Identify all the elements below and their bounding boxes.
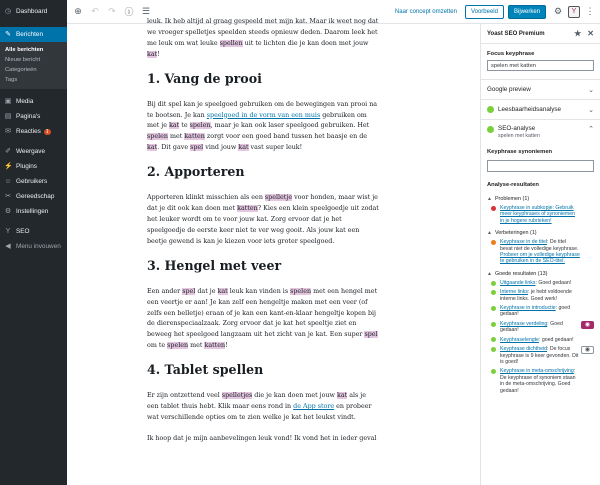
result-link[interactable]: Uitgaande links [500, 279, 536, 286]
dashboard-icon: ◷ [4, 7, 12, 15]
sidebar-item-label: Dashboard [16, 8, 48, 15]
problems-toggle[interactable] [481, 196, 600, 202]
status-dot-green [491, 347, 496, 352]
keyphrase-highlight: spelletje [264, 194, 293, 202]
good-results-list [481, 280, 600, 394]
inline-link[interactable]: de App store [293, 403, 335, 411]
keyphrase-highlight: spelen [189, 122, 211, 130]
panel-title: Yoast SEO Premium [487, 30, 545, 37]
text: ! [225, 342, 228, 350]
sidebar-item-seo[interactable] [0, 224, 67, 239]
editor-canvas [67, 18, 480, 485]
keyphrase-highlight: spel [190, 144, 204, 152]
result-link[interactable]: Keyphrase in meta-omschrijving [500, 368, 574, 375]
status-dot-green [491, 281, 496, 286]
heading-apporteren[interactable]: 2. Apporteren [147, 164, 245, 180]
text: ? Kies een klein speelgoedje uit zodat het leuker wordt om te voor jouw kat. Zorg ervoor dat je het speelgoedje de eerste keer niet te ver weg gooit. Als jouw kat een beetje gewend is kan je kiezen voor iets groter speelgoed. [147, 205, 379, 245]
readability-toggle[interactable] [481, 99, 600, 119]
text: speelden steeds opnieuw deden. Daarom leek het me leuk om wat leuke [147, 28, 378, 47]
sidebar-item-media[interactable] [0, 94, 67, 109]
results-label: Analyse-resultaten [487, 182, 539, 188]
focus-keyphrase-input[interactable]: spelen met katten [487, 60, 594, 71]
sidebar-item-tools[interactable] [0, 189, 67, 204]
result-message: : De titel bevat niet de volledige keyphrase. [500, 239, 579, 252]
gear-icon[interactable]: ⚙ [553, 6, 563, 16]
text: vast super leuk! [248, 144, 303, 152]
preview-button[interactable]: Voorbeeld [465, 5, 504, 19]
paragraph-5[interactable]: Ik hoop dat je mijn aanbevelingen leuk vond! Ik vond het in ieder geval [147, 434, 377, 442]
keyphrase-highlight: kat [238, 144, 249, 152]
admin-sidebar [0, 0, 67, 485]
sidebar-item-label: Menu invouwen [16, 243, 61, 250]
status-dot-green [491, 337, 496, 342]
result-link[interactable]: Probeer om je volledige keyphrase te gebruiken in de SEO-titel. [500, 252, 580, 265]
add-block-icon[interactable]: ⊕ [74, 6, 82, 16]
sidebar-item-label: Reacties [16, 128, 41, 135]
switch-to-draft-link[interactable]: Naar concept omzetten [394, 8, 457, 15]
yoast-panel [480, 24, 600, 485]
sidebar-item-label: Pagina's [16, 113, 41, 120]
sidebar-item-label: Gebruikers [16, 178, 48, 185]
close-icon[interactable]: ✕ [587, 29, 594, 38]
text: voor honden, maar wist je dat je dit ook kan doen met [147, 194, 378, 213]
caret-up-icon: ▲ [487, 230, 492, 237]
result-link[interactable]: Keyphrase in introductie [500, 305, 556, 312]
text: leuk. Ik heb altijd al graag gespeeld met mijn kat. Maar ik weet nog dat we vroeger [147, 18, 379, 36]
good-results-toggle[interactable] [481, 271, 600, 277]
text: uit te lichten die je kan doen met jouw [244, 39, 369, 47]
text: met [188, 342, 205, 350]
group-label: Verbeteringen (1) [494, 230, 537, 237]
block-navigation-icon[interactable]: ☰ [141, 6, 151, 16]
keyphrase-highlight: spel [182, 287, 196, 295]
submenu-tags[interactable]: Tags [5, 77, 18, 83]
paragraph-1[interactable] [147, 100, 379, 155]
result-item [481, 280, 600, 286]
settings-icon: ⚙ [4, 207, 12, 215]
result-text [500, 289, 580, 302]
synonyms-input[interactable] [487, 160, 594, 172]
pages-icon: ▤ [4, 112, 12, 120]
google-preview-label: Google preview [487, 86, 531, 93]
keyphrase-highlight: katten [184, 133, 205, 141]
sidebar-item-settings[interactable] [0, 204, 67, 219]
sidebar-item-berichten[interactable] [0, 27, 67, 42]
result-text [500, 368, 580, 394]
chevron-down-icon: ⌄ [588, 86, 594, 94]
yoast-toolbar-icon[interactable]: Y [568, 6, 580, 18]
info-icon[interactable]: ⓘ [124, 7, 134, 17]
submenu-all-posts[interactable]: Alle berichten [5, 47, 44, 53]
text: gebruiken om met je [147, 111, 367, 130]
sidebar-item-users[interactable] [0, 174, 67, 189]
result-message: : Goed gedaan! [535, 279, 572, 286]
text: , maar je kan ook laser speelgoed gebruiken. Het [210, 122, 370, 130]
sidebar-item-label: Plugins [16, 163, 37, 170]
redo-icon[interactable]: ↷ [108, 6, 116, 16]
sidebar-collapse-menu[interactable] [0, 239, 67, 254]
text: om te [147, 342, 168, 350]
result-message: : je hebt voldoende interne links. Goed werk! [500, 289, 572, 302]
caret-up-icon: ▲ [487, 196, 492, 202]
synonyms-label: Keyphrase synoniemen [487, 149, 553, 155]
text: Een ander [147, 287, 183, 295]
paragraph-2[interactable] [147, 193, 379, 248]
text: . Dit gave [157, 144, 191, 152]
text: als je een tablet thuis hebt. Klik maar eens rond in [147, 392, 366, 411]
result-item [481, 289, 600, 302]
result-item [481, 368, 600, 394]
keyphrase-highlight: spelen [167, 342, 189, 350]
result-link[interactable]: Keyphrase verdeling [500, 320, 548, 327]
comments-badge: 1 [45, 128, 49, 135]
result-text [500, 321, 580, 334]
text: ! [157, 50, 160, 58]
keyphrase-highlight: kat [169, 122, 180, 130]
posts-submenu [0, 42, 67, 89]
result-message: : De keyphrase of synoniem staan in de meta-omschrijving. Goed gedaan! [500, 368, 576, 394]
result-message: : goed gedaan! [500, 305, 571, 318]
result-text [500, 305, 580, 318]
result-message: : Goed gedaan! [500, 320, 563, 334]
sidebar-item-comments[interactable] [0, 124, 67, 139]
heading-vang-de-prooi[interactable]: 1. Vang de prooi [147, 70, 262, 86]
appearance-icon: ✐ [5, 147, 11, 155]
keyphrase-highlight: katten [204, 342, 226, 350]
result-link[interactable]: Keyphrase in subkopje [500, 205, 553, 211]
seo-analysis-label: SEO-analyse [498, 125, 536, 132]
plugins-icon: ⚡ [4, 162, 13, 170]
focus-keyphrase-label: Focus keyphrase [487, 51, 535, 57]
result-item [481, 321, 600, 334]
seo-analysis-keyphrase: spelen met katten [498, 133, 540, 139]
status-dot-green [491, 290, 496, 295]
sidebar-item-label: SEO [16, 228, 30, 235]
result-link[interactable]: Keyphrase in de titel [500, 239, 548, 246]
text: dat je [195, 287, 218, 295]
result-link[interactable]: Keyphrase dichtheid [500, 346, 548, 353]
media-icon: ▣ [4, 97, 12, 105]
text: te [179, 122, 190, 130]
seo-analysis-toggle[interactable] [481, 119, 600, 141]
result-link[interactable]: Keyphraselengte [500, 336, 539, 343]
submenu-new-post[interactable]: Nieuw bericht [5, 57, 41, 63]
keyphrase-highlight: kat [147, 50, 158, 58]
intro-paragraph[interactable] [147, 17, 379, 61]
tools-icon: ✂ [5, 192, 11, 200]
result-item [481, 239, 600, 265]
submenu-categories[interactable]: Categorieën [5, 67, 37, 73]
google-preview-toggle[interactable] [481, 79, 600, 99]
text: Bij dit spel kan je speelgoed gebruiken om de bewegingen van prooi na te bootsen. Je kan [147, 100, 378, 119]
sidebar-item-dashboard[interactable] [0, 4, 67, 19]
text: Apporteren klinkt misschien als een [147, 194, 265, 202]
status-dot-green [491, 369, 496, 374]
result-item [481, 205, 600, 224]
keyphrase-highlight: kat [147, 144, 158, 152]
inline-link[interactable]: speelgoed in de vorm van een muis [206, 111, 321, 119]
update-button[interactable]: Bijwerken [508, 5, 546, 19]
text: met een hengel met een veertje er aan! Je kan zelf een hengeltje maken met een veer (of zelfs een belletje) eraan of je kan een kant-en-klaar hengeltje kopen bij de dierenspeciaalzaak. Zorg ervoor dat je kat het speeltje ziet en beweeg het speelgoed langzaam uit het zicht van je kat. Een super [147, 287, 378, 339]
sidebar-item-label: Gereedschap [16, 193, 55, 200]
text: spelletjes [185, 28, 216, 36]
group-label: Problemen (1) [494, 196, 530, 202]
star-icon[interactable]: ★ [574, 29, 582, 38]
result-message: : De focus keyphrase is 9 keer gevonden. Dit is goed! [500, 346, 579, 365]
text: leuk kan vinden is [227, 287, 291, 295]
yoast-icon: Y [5, 227, 11, 235]
eye-icon[interactable]: ◉ [581, 321, 594, 329]
status-dot-red [491, 206, 496, 211]
result-text [500, 280, 580, 286]
text: zorgt voor een goed band tussen het baasje en de [204, 133, 368, 141]
sidebar-item-label: Instellingen [16, 208, 49, 215]
result-link[interactable]: Interne links [500, 289, 528, 296]
more-icon[interactable]: ⋮ [585, 6, 595, 16]
keyphrase-highlight: katten [237, 205, 258, 213]
heading-hengel-met-veer[interactable]: 3. Hengel met veer [147, 257, 282, 273]
smiley-good-icon [487, 126, 494, 133]
status-dot-orange [491, 240, 496, 245]
status-dot-green [491, 306, 496, 311]
chevron-up-icon: ⌃ [588, 126, 594, 133]
improvements-toggle[interactable] [481, 230, 600, 236]
keyphrase-highlight: spellen [219, 39, 243, 47]
caret-up-icon: ▲ [487, 270, 492, 277]
panel-header [481, 24, 600, 44]
keyphrase-highlight: kat [217, 287, 228, 295]
result-item [481, 337, 600, 343]
result-text [500, 239, 580, 265]
keyphrase-highlight: spelen [147, 133, 168, 141]
result-text [500, 346, 580, 365]
chevron-down-icon: ⌄ [588, 106, 594, 114]
result-link[interactable]: : Gebruik meer keyphrases of synoniemen in je hogere rubrieken! [500, 205, 575, 224]
post-body [147, 17, 379, 455]
result-text [500, 337, 580, 343]
sidebar-item-label: Media [16, 98, 34, 105]
comments-icon: ✉ [5, 127, 11, 135]
sidebar-item-label: Berichten [16, 31, 43, 38]
keyphrase-highlight: spelletjes [221, 392, 253, 400]
paragraph-3[interactable] [147, 287, 379, 352]
result-item [481, 346, 600, 365]
eye-icon[interactable]: ◉ [581, 346, 594, 354]
smiley-good-icon [487, 106, 494, 113]
text: en probeer wat verschillende opties om te zien welke je kat het leukst vindt. [147, 403, 372, 421]
sidebar-item-pages[interactable] [0, 109, 67, 124]
text: met [167, 133, 185, 141]
users-icon: ☺ [4, 177, 12, 185]
text: Er zijn ontzettend veel [147, 392, 222, 400]
result-text [500, 205, 580, 224]
heading-tablet-spellen[interactable]: 4. Tablet spellen [147, 362, 264, 378]
paragraph-4[interactable] [147, 391, 379, 424]
sidebar-item-plugins[interactable] [0, 159, 67, 174]
pin-icon: ✎ [5, 30, 11, 38]
group-label: Goede resultaten (13) [494, 270, 548, 277]
status-dot-green [491, 322, 496, 327]
result-message: : goed gedaan! [538, 336, 574, 343]
readability-label: Leesbaarheidsanalyse [498, 106, 562, 113]
text: vind jouw [203, 144, 239, 152]
result-item [481, 305, 600, 318]
sidebar-item-appearance[interactable] [0, 144, 67, 159]
keyphrase-highlight: kat [336, 392, 348, 400]
sidebar-item-label: Weergave [16, 148, 46, 155]
collapse-icon: ◀ [5, 242, 11, 250]
keyphrase-highlight: spel [364, 331, 378, 339]
text: die je kan doen met jouw [252, 392, 337, 400]
keyphrase-highlight: spelen [290, 287, 312, 295]
undo-icon[interactable]: ↶ [91, 6, 99, 16]
toolbar-actions [395, 5, 600, 19]
seo-analysis-text [498, 125, 540, 139]
